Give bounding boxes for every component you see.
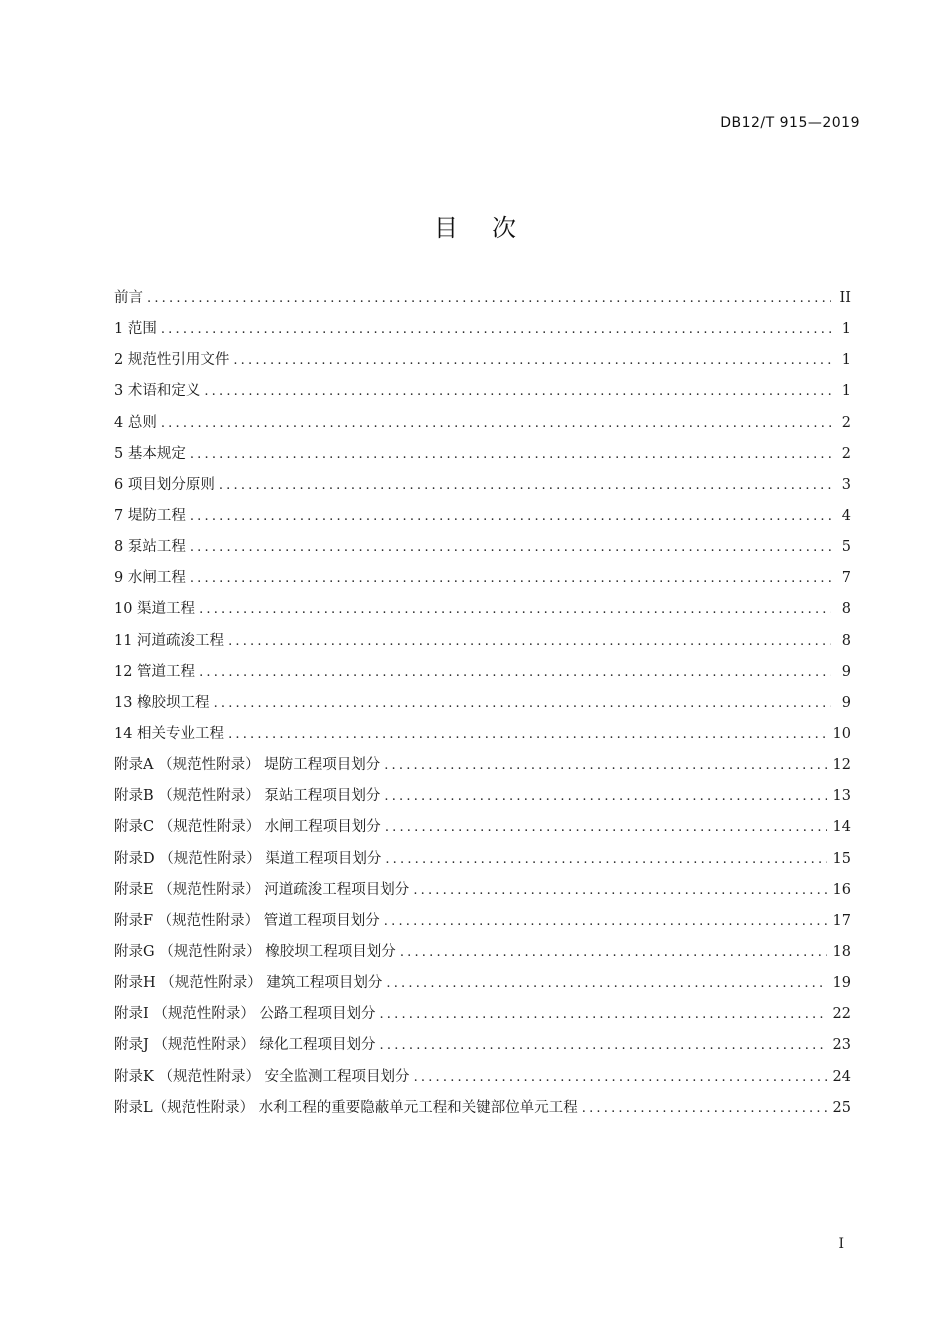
toc-entry[interactable] bbox=[114, 563, 851, 594]
toc-entry-label: 附录H （规范性附录） 建筑工程项目划分 bbox=[114, 975, 383, 992]
toc-entry-label: 附录D （规范性附录） 渠道工程项目划分 bbox=[114, 850, 382, 867]
toc-entry-label: 附录G （规范性附录） 橡胶坝工程项目划分 bbox=[114, 943, 396, 960]
toc-entry[interactable] bbox=[114, 812, 851, 843]
toc-entry-label: 1 范围 bbox=[114, 321, 157, 338]
toc-entry[interactable] bbox=[114, 906, 851, 937]
toc-leader-dots bbox=[386, 968, 826, 999]
toc-leader-dots bbox=[582, 1093, 827, 1124]
toc-entry[interactable] bbox=[114, 501, 851, 532]
toc-leader-dots bbox=[384, 906, 827, 937]
toc-entry[interactable] bbox=[114, 376, 851, 407]
toc-entry-page: 8 bbox=[841, 632, 851, 649]
toc-entry-label: 3 术语和定义 bbox=[114, 383, 201, 400]
toc-entry[interactable] bbox=[114, 999, 851, 1030]
toc-entry-label: 附录F （规范性附录） 管道工程项目划分 bbox=[114, 912, 380, 929]
toc-leader-dots bbox=[147, 283, 831, 314]
toc-entry-label: 附录K （规范性附录） 安全监测工程项目划分 bbox=[114, 1068, 410, 1085]
toc-entry[interactable] bbox=[114, 968, 851, 999]
toc-leader-dots bbox=[219, 470, 831, 501]
toc-entry[interactable] bbox=[114, 1093, 851, 1124]
toc-entry[interactable] bbox=[114, 283, 851, 314]
toc-entry-page: 2 bbox=[841, 445, 851, 462]
toc-entry-label: 5 基本规定 bbox=[114, 445, 186, 462]
toc-leader-dots bbox=[190, 563, 831, 594]
toc-entry-label: 7 堤防工程 bbox=[114, 507, 186, 524]
toc-entry[interactable] bbox=[114, 408, 851, 439]
toc-leader-dots bbox=[380, 1030, 827, 1061]
toc-leader-dots bbox=[199, 657, 831, 688]
page-title: 目次 bbox=[434, 214, 550, 242]
toc-leader-dots bbox=[413, 875, 826, 906]
toc-leader-dots bbox=[414, 1062, 827, 1093]
page-number: I bbox=[838, 1236, 844, 1252]
toc-leader-dots bbox=[228, 626, 831, 657]
toc-leader-dots bbox=[384, 750, 826, 781]
toc-entry-label: 11 河道疏浚工程 bbox=[114, 632, 225, 649]
toc-entry-page: 15 bbox=[832, 850, 851, 867]
toc-entry-label: 附录A （规范性附录） 堤防工程项目划分 bbox=[114, 757, 381, 774]
toc-entry-page: 8 bbox=[841, 601, 851, 618]
toc-leader-dots bbox=[385, 812, 827, 843]
toc-leader-dots bbox=[214, 688, 831, 719]
toc-entry[interactable] bbox=[114, 937, 851, 968]
toc-entry-label: 4 总则 bbox=[114, 414, 157, 431]
toc-entry-page: 2 bbox=[841, 414, 851, 431]
toc-entry[interactable] bbox=[114, 657, 851, 688]
toc-entry-label: 14 相关专业工程 bbox=[114, 725, 225, 742]
toc-entry-page: 22 bbox=[832, 1006, 851, 1023]
toc-leader-dots bbox=[190, 501, 831, 532]
toc-entry[interactable] bbox=[114, 1062, 851, 1093]
toc-entry-page: 1 bbox=[841, 352, 851, 369]
toc-entry[interactable] bbox=[114, 594, 851, 625]
toc-entry[interactable] bbox=[114, 1030, 851, 1061]
toc-entry-page: 1 bbox=[841, 321, 851, 338]
toc-entry-label: 10 渠道工程 bbox=[114, 601, 196, 618]
toc-entry[interactable] bbox=[114, 439, 851, 470]
toc-leader-dots bbox=[379, 999, 826, 1030]
toc-entry[interactable] bbox=[114, 750, 851, 781]
toc-entry-label: 6 项目划分原则 bbox=[114, 476, 215, 493]
toc-entry-page: 5 bbox=[841, 539, 851, 556]
toc-leader-dots bbox=[199, 594, 831, 625]
toc-entry-page: 13 bbox=[832, 788, 851, 805]
toc-entry-page: 9 bbox=[841, 663, 851, 680]
toc-entry-page: 19 bbox=[832, 975, 851, 992]
toc-entry-label: 附录C （规范性附录） 水闸工程项目划分 bbox=[114, 819, 381, 836]
toc-entry[interactable] bbox=[114, 345, 851, 376]
toc-entry-label: 附录E （规范性附录） 河道疏浚工程项目划分 bbox=[114, 881, 410, 898]
toc-entry[interactable] bbox=[114, 532, 851, 563]
toc-entry[interactable] bbox=[114, 844, 851, 875]
toc-entry[interactable] bbox=[114, 688, 851, 719]
toc-entry-page: 24 bbox=[832, 1068, 851, 1085]
toc-entry-page: 25 bbox=[832, 1099, 851, 1116]
toc-entry-page: 4 bbox=[841, 507, 851, 524]
toc-entry-page: 16 bbox=[832, 881, 851, 898]
toc-leader-dots bbox=[400, 937, 827, 968]
toc-entry-label: 附录L（规范性附录） 水利工程的重要隐蔽单元工程和关键部位单元工程 bbox=[114, 1099, 578, 1116]
toc-entry-page: II bbox=[839, 290, 851, 306]
toc-entry-label: 13 橡胶坝工程 bbox=[114, 694, 210, 711]
toc-entry-page: 7 bbox=[841, 570, 851, 587]
toc-entry[interactable] bbox=[114, 875, 851, 906]
toc-entry-page: 18 bbox=[832, 943, 851, 960]
toc-entry-label: 附录B （规范性附录） 泵站工程项目划分 bbox=[114, 788, 381, 805]
toc-entry[interactable] bbox=[114, 719, 851, 750]
toc-leader-dots bbox=[161, 408, 831, 439]
toc-entry[interactable] bbox=[114, 314, 851, 345]
table-of-contents bbox=[114, 283, 851, 1124]
toc-entry-page: 12 bbox=[832, 757, 851, 774]
toc-entry-page: 3 bbox=[841, 476, 851, 493]
toc-leader-dots bbox=[190, 439, 831, 470]
standard-code: DB12/T 915—2019 bbox=[720, 115, 860, 131]
toc-entry-label: 9 水闸工程 bbox=[114, 570, 186, 587]
toc-entry[interactable] bbox=[114, 470, 851, 501]
toc-leader-dots bbox=[228, 719, 826, 750]
toc-entry[interactable] bbox=[114, 626, 851, 657]
toc-entry-label: 8 泵站工程 bbox=[114, 539, 186, 556]
toc-entry-label: 附录I （规范性附录） 公路工程项目划分 bbox=[114, 1006, 376, 1023]
toc-entry-label: 附录J （规范性附录） 绿化工程项目划分 bbox=[114, 1037, 376, 1054]
toc-leader-dots bbox=[204, 376, 831, 407]
toc-leader-dots bbox=[190, 532, 831, 563]
toc-entry[interactable] bbox=[114, 781, 851, 812]
toc-leader-dots bbox=[384, 781, 826, 812]
toc-entry-label: 12 管道工程 bbox=[114, 663, 196, 680]
toc-entry-page: 9 bbox=[841, 694, 851, 711]
toc-leader-dots bbox=[161, 314, 831, 345]
toc-entry-page: 23 bbox=[832, 1037, 851, 1054]
toc-entry-page: 1 bbox=[841, 383, 851, 400]
toc-entry-page: 17 bbox=[832, 912, 851, 929]
toc-leader-dots bbox=[385, 844, 826, 875]
toc-leader-dots bbox=[233, 345, 831, 376]
toc-entry-page: 14 bbox=[832, 819, 851, 836]
toc-entry-page: 10 bbox=[832, 725, 851, 742]
toc-entry-label: 前言 bbox=[114, 290, 143, 306]
toc-entry-label: 2 规范性引用文件 bbox=[114, 352, 230, 369]
